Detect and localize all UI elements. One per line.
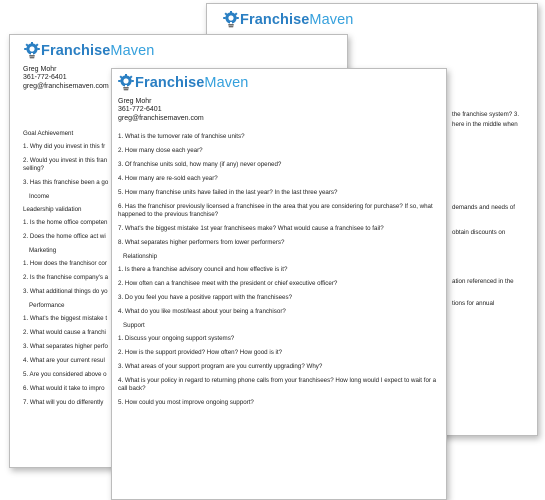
brand-wordmark: FranchiseMaven (135, 75, 249, 91)
section-heading: Performance (29, 302, 65, 309)
document-page-front (111, 68, 447, 500)
contact-name: Greg Mohr (118, 98, 152, 105)
question-item: 2. What would cause a franchi (23, 329, 106, 336)
contact-email: greg@franchisemaven.com (23, 82, 109, 90)
question-item: 5. How many franchise units have failed in the last year? In the last three years? (118, 189, 338, 196)
question-item: 1. Discuss your ongoing support systems? (118, 335, 235, 342)
contact-phone: 361-772-6401 (118, 106, 162, 114)
question-item: 1. What's the biggest mistake t (23, 315, 108, 322)
question-item: 5. Are you considered above o (23, 371, 107, 378)
question-item: 3. What additional things do yo (23, 288, 108, 295)
text-fragment: the franchise system? 3. (452, 111, 520, 118)
lightbulb-gear-icon (24, 42, 40, 60)
contact-name: Greg Mohr (23, 66, 57, 73)
question-item: 1. Is there a franchise advisory council and how effective is it? (118, 266, 288, 273)
contact-email: greg@franchisemaven.com (118, 114, 204, 122)
section-heading: Marketing (29, 247, 57, 254)
question-item: 2. Would you invest in this fran selling? (23, 157, 108, 172)
question-item: 3. Has this franchise been a go (23, 179, 109, 186)
question-item: 2. Does the home office act wi (23, 233, 106, 240)
question-item: 3. What areas of your support program are you currently upgrading? Why? (118, 363, 323, 370)
brand-logo (223, 11, 353, 29)
question-item: 4. What are your current resul (23, 357, 105, 364)
question-item: 5. How could you most improve ongoing support? (118, 399, 254, 406)
question-item: 1. What is the turnover rate of franchise units? (118, 133, 245, 140)
question-item: 1. Why did you invest in this fr (23, 143, 106, 150)
question-item: 2. How often can a franchisee meet with the president or chief executive officer? (118, 280, 338, 287)
question-item: 6. Has the franchisor previously licensed a franchisee in the area that you are considering for purchase? If so, what happened to the previous franchise? (118, 203, 433, 218)
question-item: 4. What do you like most/least about your being a franchisor? (118, 308, 286, 315)
brand-wordmark: FranchiseMaven (240, 12, 354, 28)
section-heading: Support (123, 322, 145, 329)
questionnaire-body (23, 130, 113, 413)
question-item: 4. What is your policy in regard to returning phone calls from your franchisees? How long would I expect to wait for a call back? (118, 377, 437, 392)
question-item: 7. What will you do differently (23, 399, 104, 406)
question-item: 4. How many are re-sold each year? (118, 175, 218, 182)
questionnaire-body (118, 133, 438, 413)
question-item: 2. Is the franchise company's a (23, 274, 109, 281)
section-heading: Relationship (123, 253, 158, 260)
question-item: 2. How is the support provided? How often? How good is it? (118, 349, 283, 356)
question-item: 3. Of franchise units sold, how many (if any) never opened? (118, 161, 282, 168)
contact-block (23, 66, 109, 91)
question-item: 1. Is the home office competen (23, 219, 108, 226)
text-fragment: tions for annual (452, 300, 495, 307)
question-item: 2. How many close each year? (118, 147, 203, 154)
text-fragment: demands and needs of (452, 204, 515, 211)
lightbulb-gear-icon (118, 74, 134, 92)
question-item: 3. What separates higher perfo (23, 343, 108, 350)
section-heading: Income (29, 193, 50, 200)
lightbulb-gear-icon (223, 11, 239, 29)
section-heading: Goal Achievement (23, 130, 74, 137)
brand-wordmark: FranchiseMaven (41, 43, 155, 59)
question-item: 1. How does the franchisor cor (23, 260, 107, 267)
text-fragment: ation referenced in the (452, 278, 514, 285)
section-heading: Leadership validation (23, 206, 82, 213)
question-item: 6. What would it take to impro (23, 385, 105, 392)
text-fragment: here in the middle when (452, 121, 518, 128)
question-item: 3. Do you feel you have a positive rapport with the franchisees? (118, 294, 293, 301)
text-fragment: obtain discounts on (452, 229, 506, 236)
question-item: 7. What's the biggest mistake 1st year franchisees make? What would cause a franchisee to fail? (118, 225, 384, 232)
contact-block (118, 98, 204, 123)
contact-phone: 361-772-6401 (23, 74, 67, 82)
brand-logo (118, 74, 248, 92)
brand-logo (24, 42, 154, 60)
question-item: 8. What separates higher performers from lower performers? (118, 239, 285, 246)
